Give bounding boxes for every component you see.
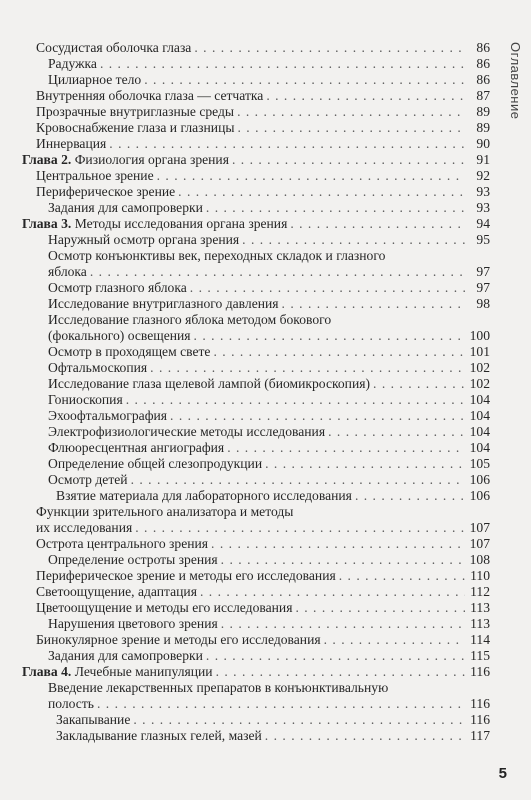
leader-dots [237, 120, 465, 136]
leader-dots [90, 264, 465, 280]
toc-entry [0, 248, 490, 264]
toc-entry [0, 232, 490, 248]
chapter-number: Глава 3. [22, 216, 72, 231]
toc-entry-label: Электрофизиологические методы исследования [48, 424, 326, 439]
toc-entry [0, 40, 490, 56]
toc-entry [0, 632, 490, 648]
leader-dots [194, 328, 465, 344]
toc-entry-label: Исследование внутриглазного давления [48, 296, 279, 311]
toc-entry-label: Введение лекарственных препаратов в конъюнктивальную [48, 680, 389, 695]
toc-page-number: 104 [469, 392, 490, 407]
toc-entry [0, 472, 490, 488]
toc-entry [0, 136, 490, 152]
toc-chapter-entry [0, 152, 490, 168]
toc-page-number: 102 [469, 376, 490, 391]
leader-dots [324, 632, 465, 648]
toc-entry [0, 72, 490, 88]
toc-page-number: 104 [469, 424, 490, 439]
chapter-number: Глава 4. [22, 664, 72, 679]
toc-page-number: 110 [470, 568, 490, 583]
toc-entry-label: Флюоресцентная ангиография [48, 440, 225, 455]
toc-entry-label: Периферическое зрение и методы его исследования [36, 568, 336, 583]
toc-entry [0, 648, 490, 664]
leader-dots [328, 424, 465, 440]
toc-entry-label: полость [48, 696, 94, 711]
toc-entry [0, 360, 490, 376]
toc-entry-label: Цветоощущение и методы его исследования [36, 600, 293, 615]
toc-entry [0, 680, 490, 696]
toc-entry [0, 712, 490, 728]
toc-page-number: 115 [470, 648, 490, 663]
toc-entry-label: Определение общей слезопродукции [48, 456, 263, 471]
leader-dots [221, 616, 465, 632]
toc-entry-label: Периферическое зрение [36, 184, 176, 199]
leader-dots [282, 296, 465, 312]
toc-page-number: 107 [469, 536, 490, 551]
toc-page-number: 113 [470, 616, 490, 631]
leader-dots [290, 216, 465, 232]
toc-page-number: 104 [469, 440, 490, 455]
running-header: Оглавление [508, 42, 523, 120]
leader-dots [355, 488, 465, 504]
toc-entry [0, 616, 490, 632]
toc-page-number: 116 [470, 696, 490, 711]
toc-page-number: 91 [476, 152, 490, 167]
toc-entry [0, 280, 490, 296]
chapter-number: Глава 2. [22, 152, 72, 167]
toc-entry-label: Бинокулярное зрение и методы его исследования [36, 632, 321, 647]
toc-entry-label: Наружный осмотр органа зрения [48, 232, 240, 247]
toc-page-number: 116 [470, 664, 490, 679]
toc-entry-label: Радужка [48, 56, 97, 71]
leader-dots [221, 552, 465, 568]
toc-entry [0, 200, 490, 216]
toc-page-number: 107 [469, 520, 490, 535]
toc-entry-label: Цилиарное тело [48, 72, 142, 87]
toc-entry-label: Эхоофтальмография [48, 408, 168, 423]
toc-entry [0, 696, 490, 712]
toc-entry-label: (фокального) освещения [48, 328, 191, 343]
toc-page-number: 95 [476, 232, 490, 247]
toc-entry [0, 376, 490, 392]
toc-page-number: 86 [476, 72, 490, 87]
leader-dots [211, 536, 465, 552]
chapter-title: Методы исследования органа зрения [74, 216, 288, 231]
toc-page-number: 108 [469, 552, 490, 567]
toc-entry [0, 296, 490, 312]
toc-entry [0, 600, 490, 616]
toc-page-number: 100 [469, 328, 490, 343]
toc-entry [0, 120, 490, 136]
leader-dots [213, 344, 465, 360]
toc-entry-label: Взятие материала для лабораторного исследования [56, 488, 352, 503]
leader-dots [133, 712, 465, 728]
toc-entry-label: Офтальмоскопия [48, 360, 148, 375]
toc-page-number: 86 [476, 40, 490, 55]
toc-entry [0, 88, 490, 104]
toc-entry [0, 392, 490, 408]
page-number: 5 [498, 765, 507, 782]
toc-entry [0, 584, 490, 600]
toc-entry-label: Закапывание [56, 712, 131, 727]
toc-entry [0, 168, 490, 184]
leader-dots [216, 664, 465, 680]
toc-entry [0, 184, 490, 200]
toc-page-number: 93 [476, 200, 490, 215]
toc-chapter-entry [0, 216, 490, 232]
toc-entry-label: Центральное зрение [36, 168, 154, 183]
toc-entry-label: Светоощущение, адаптация [36, 584, 197, 599]
toc-entry-label: Осмотр в проходящем свете [48, 344, 211, 359]
leader-dots [242, 232, 465, 248]
toc-page-number: 112 [470, 584, 490, 599]
leader-dots [144, 72, 465, 88]
toc-page-number: 98 [476, 296, 490, 311]
toc-entry [0, 536, 490, 552]
toc-page-number: 90 [476, 136, 490, 151]
leader-dots [206, 200, 465, 216]
toc-entry-label: Прозрачные внутриглазные среды [36, 104, 235, 119]
leader-dots [227, 440, 465, 456]
toc-page-number: 97 [476, 280, 490, 295]
toc-entry-label: Функции зрительного анализатора и методы [36, 504, 294, 519]
toc-entry [0, 408, 490, 424]
toc-entry [0, 264, 490, 280]
toc-page-number: 114 [470, 632, 490, 647]
toc-page-number: 89 [476, 120, 490, 135]
toc-entry [0, 552, 490, 568]
leader-dots [265, 456, 465, 472]
toc-entry [0, 504, 490, 520]
toc-page-number: 117 [470, 728, 490, 743]
leader-dots [126, 392, 465, 408]
leader-dots [190, 280, 465, 296]
leader-dots [109, 136, 465, 152]
toc-entry-label: Осмотр детей [48, 472, 128, 487]
toc-entry-label: Сосудистая оболочка глаза [36, 40, 192, 55]
toc-entry-label: Исследование глазного яблока методом бокового [48, 312, 332, 327]
toc-entry [0, 728, 490, 744]
toc-entry [0, 312, 490, 328]
leader-dots [131, 472, 465, 488]
toc-entry [0, 440, 490, 456]
toc-chapter-entry [0, 664, 490, 680]
toc-page-number: 92 [476, 168, 490, 183]
toc-page-number: 116 [470, 712, 490, 727]
leader-dots [295, 600, 465, 616]
leader-dots [194, 40, 465, 56]
leader-dots [266, 88, 465, 104]
toc-entry-label: Осмотр глазного яблока [48, 280, 187, 295]
leader-dots [150, 360, 465, 376]
leader-dots [200, 584, 465, 600]
toc-entry-label: Нарушения цветового зрения [48, 616, 218, 631]
leader-dots [135, 520, 465, 536]
leader-dots [206, 648, 465, 664]
toc-entry [0, 344, 490, 360]
toc-entry-label: Закладывание глазных гелей, мазей [56, 728, 262, 743]
leader-dots [339, 568, 465, 584]
toc-page-number: 101 [469, 344, 490, 359]
toc-entry-label: Внутренняя оболочка глаза — сетчатка [36, 88, 264, 103]
toc-entry-label: Определение остроты зрения [48, 552, 218, 567]
toc-entry-label: Иннервация [36, 136, 107, 151]
toc-entry-label: яблока [48, 264, 87, 279]
toc-entry-label: Осмотр конъюнктивы век, переходных складок и глазного [48, 248, 386, 263]
leader-dots [373, 376, 465, 392]
toc-entry-label: Задания для самопроверки [48, 648, 203, 663]
leader-dots [170, 408, 465, 424]
chapter-title: Физиология органа зрения [74, 152, 229, 167]
leader-dots [97, 696, 465, 712]
toc-page-number: 104 [469, 408, 490, 423]
toc-entry [0, 104, 490, 120]
toc-page-number: 93 [476, 184, 490, 199]
toc-page-number: 106 [469, 472, 490, 487]
toc-page-number: 102 [469, 360, 490, 375]
toc-entry-label: Кровоснабжение глаза и глазницы [36, 120, 235, 135]
toc-entry [0, 328, 490, 344]
leader-dots [100, 56, 465, 72]
leader-dots [232, 152, 465, 168]
leader-dots [178, 184, 465, 200]
toc-page-number: 89 [476, 104, 490, 119]
leader-dots [157, 168, 465, 184]
toc-page-number: 105 [469, 456, 490, 471]
toc-entry [0, 568, 490, 584]
toc-entry [0, 424, 490, 440]
toc-page-number: 97 [476, 264, 490, 279]
toc-page-number: 87 [476, 88, 490, 103]
toc-entry-label: Острота центрального зрения [36, 536, 209, 551]
toc-page-number: 106 [469, 488, 490, 503]
leader-dots [237, 104, 465, 120]
toc-entry [0, 488, 490, 504]
toc-page-number: 113 [470, 600, 490, 615]
toc-entry-label: их исследования [36, 520, 133, 535]
toc-page-number: 94 [476, 216, 490, 231]
toc-entry-label: Задания для самопроверки [48, 200, 203, 215]
toc-entry-label: Исследование глаза щелевой лампой (биомикроскопия) [48, 376, 371, 391]
chapter-title: Лечебные манипуляции [74, 664, 213, 679]
table-of-contents [0, 40, 490, 744]
toc-entry [0, 456, 490, 472]
toc-entry [0, 56, 490, 72]
toc-entry [0, 520, 490, 536]
toc-page-number: 86 [476, 56, 490, 71]
leader-dots [265, 728, 465, 744]
toc-entry-label: Гониоскопия [48, 392, 123, 407]
